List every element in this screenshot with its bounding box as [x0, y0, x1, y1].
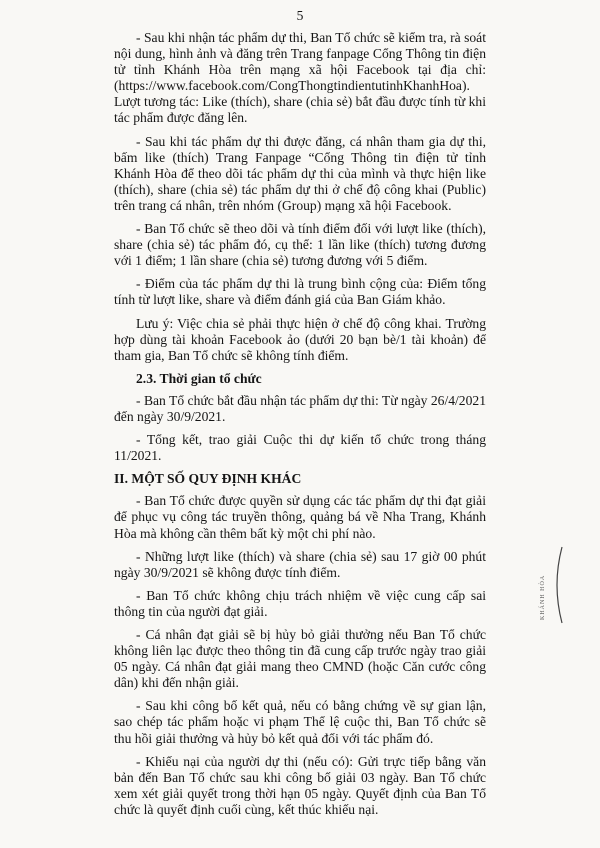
paragraph-like-share-procedure: - Sau khi tác phẩm dự thi được đăng, cá nhân tham gia dự thi, bấm like (thích) Trang Fanpage “Cổng Thông tin điện tử tỉnh Khánh Hòa để theo dõi tác phẩm dự thi của mình và thực hiện like (thích), share (chia sẻ) tác phẩm dự thi ở chế độ công khai (Public) trên trang cá nhân, trên nhóm (Group) mạng xã hội Facebook. — [114, 133, 486, 213]
seal-stamp-text: KHÁNH HÒA — [540, 574, 546, 620]
paragraph-scoring-rule: - Ban Tổ chức sẽ theo dõi và tính điểm đối với lượt like (thích), share (chia sẻ) tác phẩm đó, cụ thể: 1 lần like (thích) tương đương với 1 điểm; 1 lần share (chia sẻ) tương đương với 5 điểm. — [114, 221, 486, 269]
paragraph-liability: - Ban Tổ chức không chịu trách nhiệm về việc cung cấp sai thông tin của người đạt giải. — [114, 587, 486, 619]
section-heading-other-rules: II. MỘT SỐ QUY ĐỊNH KHÁC — [114, 471, 302, 487]
paragraph-final-score: - Điểm của tác phẩm dự thi là trung bình cộng của: Điểm tổng tính từ lượt like, share và điểm đánh giá của Ban Giám khảo. — [114, 276, 486, 308]
document-body — [114, 30, 486, 825]
paragraph-deadline: - Những lượt like (thích) và share (chia sẻ) sau 17 giờ 00 phút ngày 30/9/2021 sẽ không được tính điểm. — [114, 548, 486, 580]
paragraph-fraud: - Sau khi công bố kết quả, nếu có bằng chứng về sự gian lận, sao chép tác phẩm hoặc vi phạm Thể lệ cuộc thi, Ban Tổ chức sẽ thu hồi giải thưởng và hủy bỏ kết quả đối với tác phẩm đó. — [114, 698, 486, 746]
paragraph-submission-period: - Ban Tổ chức bắt đầu nhận tác phẩm dự thi: Từ ngày 26/4/2021 đến ngày 30/9/2021. — [114, 392, 486, 424]
paragraph-note: Lưu ý: Việc chia sẻ phải thực hiện ở chế độ công khai. Trường hợp dùng tài khoản Facebook ảo (dưới 20 bạn bè/1 tài khoản) để tham gia, Ban Tổ chức sẽ không tính điểm. — [114, 315, 486, 363]
paragraph-review-posting: - Sau khi nhận tác phẩm dự thi, Ban Tổ chức sẽ kiểm tra, rà soát nội dung, hình ảnh và đăng trên Trang fanpage Cổng Thông tin điện tử tỉnh Khánh Hòa trên mạng xã hội Facebook tại địa chỉ: (https://www.facebook.com/CongThongtindientutinhKhanhHoa). Lượt tương tác: Like (thích), share (chia sẻ) bắt đầu được tính từ khi tác phẩm được đăng lên. — [114, 30, 486, 126]
paragraph-complaints: - Khiếu nại của người dự thi (nếu có): Gửi trực tiếp bằng văn bản đến Ban Tổ chức sau khi công bố giải 03 ngày. Ban Tổ chức xem xét giải quyết trong thời hạn 05 ngày. Quyết định của Ban Tổ chức là quyết định cuối cùng, kết thúc khiếu nại. — [114, 753, 486, 817]
section-heading-timeline: 2.3. Thời gian tổ chức — [136, 370, 262, 386]
paragraph-usage-rights: - Ban Tổ chức được quyền sử dụng các tác phẩm dự thi đạt giải để phục vụ công tác truyền thông, quảng bá về Nha Trang, Khánh Hòa mà không cần thêm bất kỳ một chi phí nào. — [114, 493, 486, 541]
page-number: 5 — [296, 8, 304, 23]
paragraph-cancellation: - Cá nhân đạt giải sẽ bị hủy bỏ giải thưởng nếu Ban Tổ chức không liên lạc được theo thông tin đã cung cấp trước ngày trao giải 05 ngày. Cá nhân đạt giải mang theo CMND (hoặc Căn cước công dân) khi đến nhận giải. — [114, 627, 486, 691]
paragraph-award-ceremony: - Tổng kết, trao giải Cuộc thi dự kiến tổ chức trong tháng 11/2021. — [114, 432, 486, 464]
